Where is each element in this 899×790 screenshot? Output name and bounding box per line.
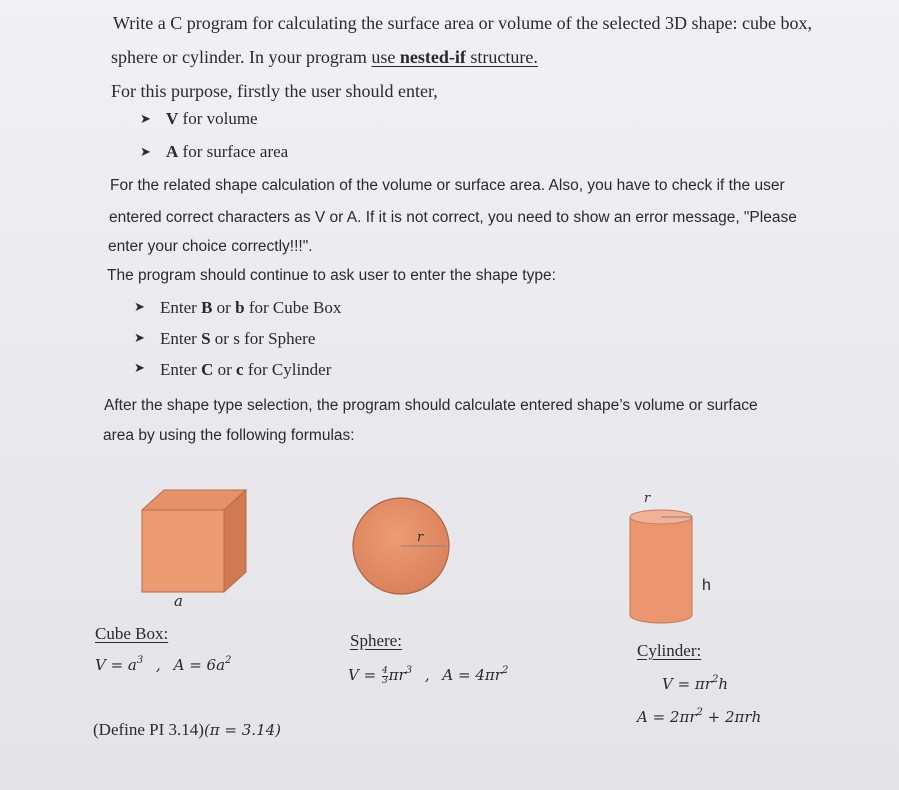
shape-option-box-upper: B bbox=[201, 298, 213, 317]
nested-if-use: use bbox=[371, 47, 400, 67]
option-volume bbox=[166, 108, 258, 130]
arrow-bullet-icon: ➤ bbox=[140, 111, 151, 126]
cube-formulas bbox=[95, 654, 231, 676]
cube-volume-formula: $V = a^3$ bbox=[95, 655, 144, 674]
shape-option-sphere-lower: s bbox=[233, 329, 240, 348]
shape-option-box bbox=[160, 297, 341, 319]
check-line-2: entered correct characters as V or A. If it is not correct, you need to show an error message, "Please bbox=[109, 209, 797, 226]
shape-option-cylinder-enter: Enter bbox=[160, 360, 197, 379]
shape-option-box-label: for Cube Box bbox=[248, 298, 342, 317]
nested-if-structure: structure. bbox=[465, 47, 538, 67]
cylinder-radius-label: r bbox=[644, 491, 651, 506]
nested-if-requirement bbox=[371, 47, 537, 67]
cylinder-height-label: h bbox=[702, 577, 711, 594]
formula-intro-line-1: After the shape type selection, the program should calculate entered shape’s volume or surface bbox=[104, 397, 758, 414]
option-area-label: for surface area bbox=[182, 142, 289, 161]
shape-option-sphere-enter: Enter bbox=[160, 329, 197, 348]
arrow-bullet-icon: ➤ bbox=[134, 360, 145, 375]
shape-option-box-lower: b bbox=[235, 298, 245, 317]
shape-option-sphere-upper: S bbox=[201, 329, 211, 348]
option-volume-label: for volume bbox=[182, 109, 258, 128]
cube-area-formula: $A = 6a^2$ bbox=[173, 655, 232, 674]
cylinder-illustration bbox=[626, 505, 696, 627]
nested-if-keyword: nested-if bbox=[399, 47, 466, 67]
check-line-1: For the related shape calculation of the volume or surface area. Also, you have to check if the user bbox=[110, 177, 785, 194]
shape-option-cylinder-upper: C bbox=[201, 360, 214, 379]
option-area bbox=[166, 141, 288, 163]
shape-prompt-line: The program should continue to ask user to enter the shape type: bbox=[107, 267, 556, 284]
arrow-bullet-icon: ➤ bbox=[134, 330, 145, 345]
shape-option-sphere-label: for Sphere bbox=[244, 329, 316, 348]
cylinder-heading: Cylinder: bbox=[637, 641, 702, 660]
option-area-key: A bbox=[166, 142, 179, 161]
cube-edge-label: a bbox=[174, 592, 183, 610]
purpose-line: For this purpose, firstly the user should enter, bbox=[111, 81, 438, 101]
arrow-bullet-icon: ➤ bbox=[140, 144, 151, 159]
cylinder-volume-formula: $V = \pi r^2h$ bbox=[662, 674, 729, 693]
cube-illustration bbox=[138, 486, 250, 598]
check-line-3: enter your choice correctly!!!". bbox=[108, 238, 313, 255]
formula-intro-line-2: area by using the following formulas: bbox=[103, 427, 355, 444]
shape-option-box-enter: Enter bbox=[160, 298, 197, 317]
shape-option-cylinder bbox=[160, 359, 331, 381]
sphere-heading: Sphere: bbox=[350, 631, 402, 650]
shape-option-sphere-or: or bbox=[214, 329, 229, 348]
sphere-formula-separator: , bbox=[424, 666, 430, 684]
arrow-bullet-icon: ➤ bbox=[134, 299, 145, 314]
intro-line-1: Write a C program for calculating the surface area or volume of the selected 3D shape: cube box, bbox=[113, 13, 812, 33]
shape-option-cylinder-lower: c bbox=[236, 360, 244, 379]
option-volume-key: V bbox=[166, 109, 179, 128]
sphere-radius-label: r bbox=[417, 530, 424, 545]
cube-box-heading: Cube Box: bbox=[95, 624, 169, 643]
shape-option-sphere bbox=[160, 328, 315, 350]
intro-line-2-text: sphere or cylinder. In your program bbox=[111, 47, 372, 67]
sphere-formulas bbox=[348, 664, 508, 686]
shape-option-cylinder-or: or bbox=[217, 360, 232, 379]
sphere-illustration bbox=[350, 495, 452, 597]
four-thirds-fraction: $\frac{4}{3}$ bbox=[381, 665, 388, 686]
intro-line-2 bbox=[111, 46, 538, 68]
cylinder-area-formula: $A = 2\pi r^2 + 2\pi rh$ bbox=[637, 707, 762, 726]
sphere-area-formula: $A = 4\pi r^2$ bbox=[442, 665, 509, 684]
sphere-volume-formula: V = $\frac{4}{3}$ $\pi r^3$ bbox=[348, 665, 413, 686]
pi-definition: (Define PI 3.14)(π = 3.14) bbox=[93, 720, 282, 739]
shape-option-cylinder-label: for Cylinder bbox=[247, 360, 332, 379]
cube-formula-separator: , bbox=[156, 656, 161, 674]
shape-option-box-or: or bbox=[216, 298, 231, 317]
